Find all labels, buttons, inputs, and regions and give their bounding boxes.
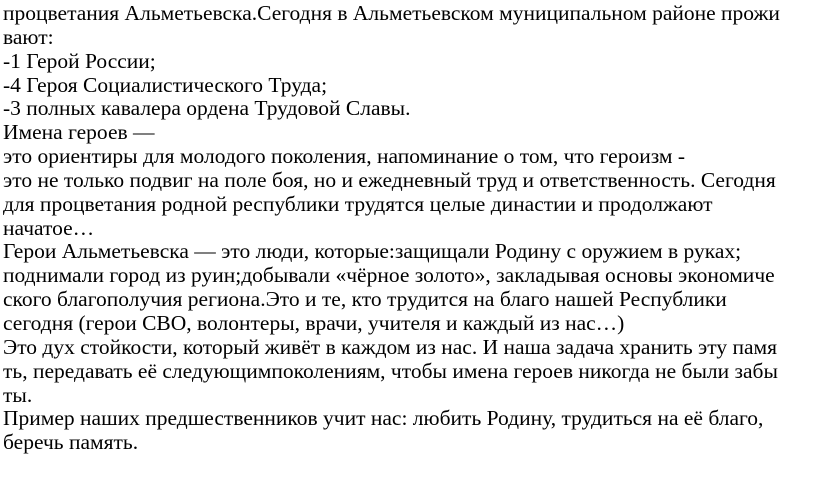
text-line: -3 полных кавалера ордена Трудовой Славы. [3, 96, 411, 121]
text-line: начатое… [3, 215, 95, 240]
text-line: Герои Альметьевска — это люди, которые:защищали Родину с оружием в руках; [3, 239, 742, 264]
text-line: сегодня (герои СВО, волонтеры, врачи, учителя и каждый из нас…) [3, 310, 625, 335]
text-line: Пример наших предшественников учит нас: любить Родину, трудиться на её благо, [3, 406, 764, 431]
text-line: для процветания родной республики трудятся целые династии и продолжают [3, 191, 713, 216]
text-line: процветания Альметьевска.Сегодня в Альметьевском муниципальном районе прожи [3, 1, 780, 25]
text-line: поднимали город из руин;добывали «чёрное золото», закладывая основы экономиче [3, 263, 775, 288]
text-line: беречь память. [3, 430, 139, 455]
text-line: ть, передавать её следующимпоколениям, чтобы имена героев никогда не были забы [3, 358, 778, 383]
text-line: -4 Героя Социалистического Труда; [3, 72, 328, 97]
text-line: это ориентиры для молодого поколения, напоминание о том, что героизм - [3, 144, 686, 169]
text-line: это не только подвиг на поле боя, но и ежедневный труд и ответственность. Сегодня [3, 167, 776, 192]
text-line: вают: [3, 24, 54, 49]
text-line: ского благополучия региона.Это и те, кто трудится на благо нашей Республики [3, 287, 727, 312]
text-line: ты. [3, 382, 33, 407]
document-body [3, 2, 813, 455]
text-line: Имена героев — [3, 120, 155, 145]
text-line: -1 Герой России; [3, 48, 156, 73]
text-line: Это дух стойкости, который живёт в каждом из нас. И наша задача хранить эту памя [3, 334, 778, 359]
